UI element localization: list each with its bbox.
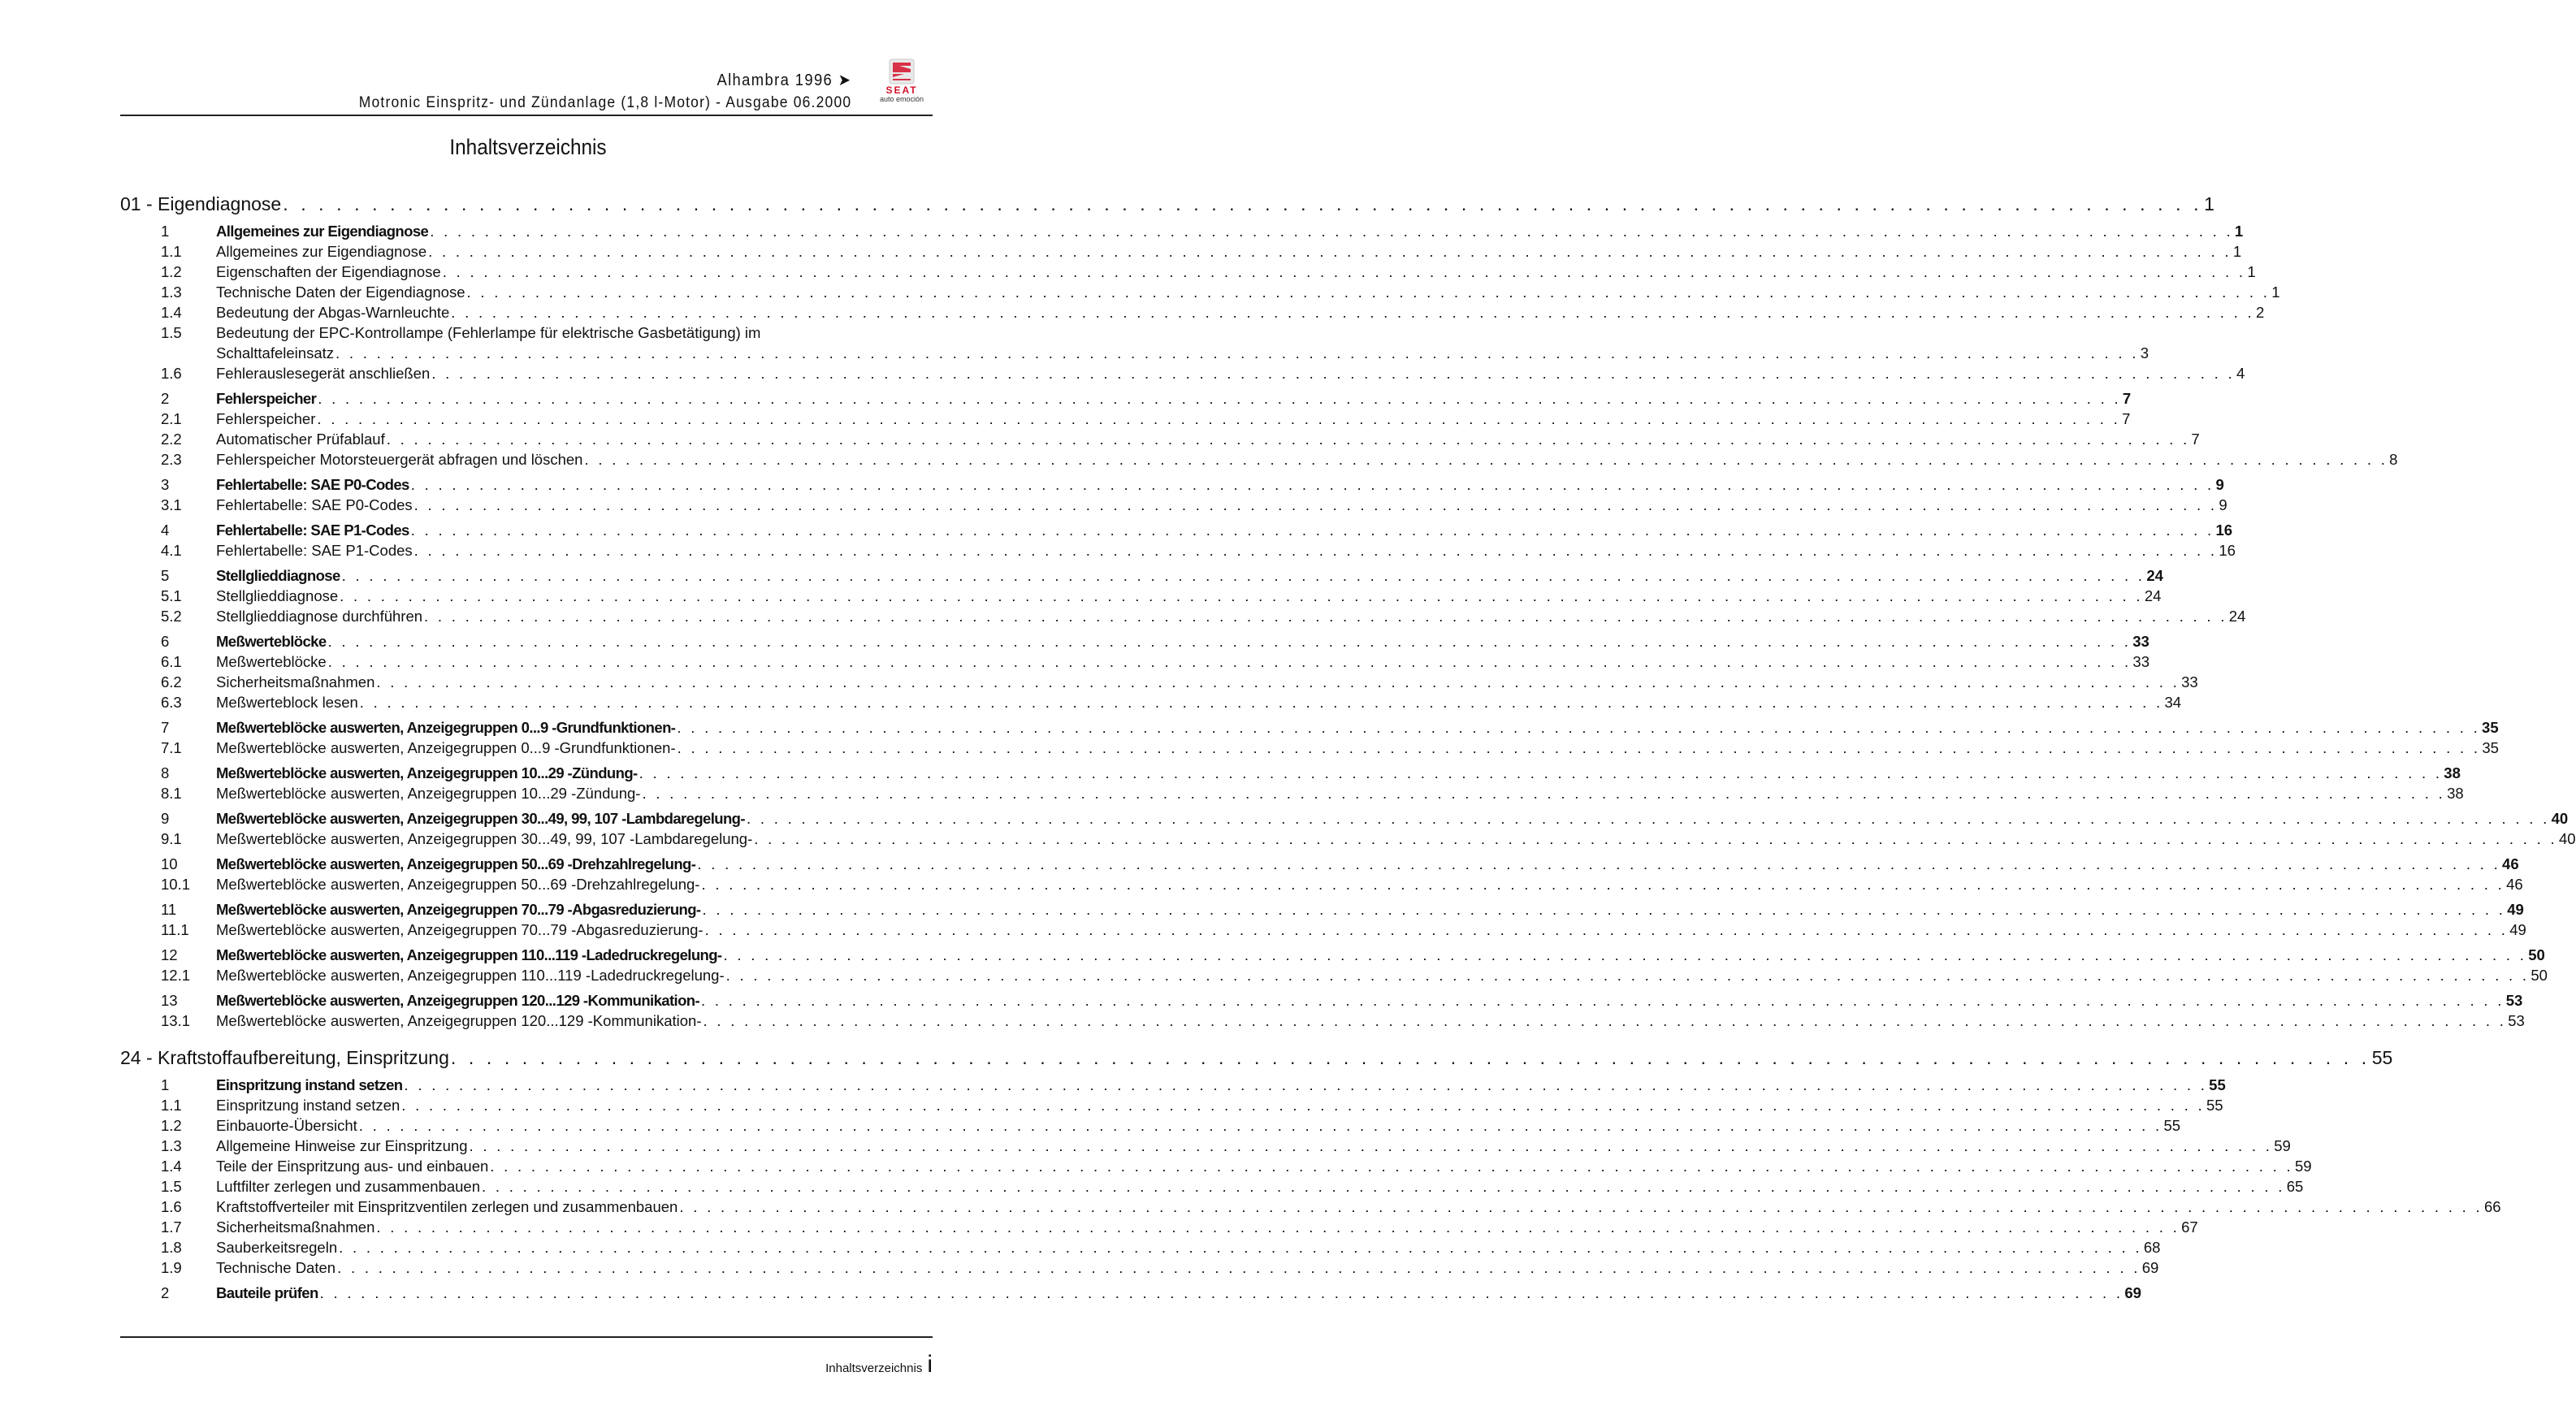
dot-leader: [679, 1197, 2483, 1217]
entry-page: 1: [2247, 263, 2256, 280]
entry-title: Meßwerteblöcke auswerten, Anzeigegruppen 70...79 -Abgasreduzierung-: [216, 921, 704, 938]
entry-title: Einspritzung instand setzen: [216, 1097, 400, 1114]
entry-number: 10.1: [161, 876, 191, 893]
entry-number: 5: [161, 567, 170, 584]
toc-subsection-entry[interactable]: [120, 1115, 2181, 1136]
entry-page: 9: [2215, 476, 2224, 493]
seat-logo: [871, 58, 933, 107]
entry-number: 1.4: [161, 1158, 182, 1175]
toc-section-entry[interactable]: [120, 763, 2461, 783]
entry-page: 67: [2181, 1218, 2198, 1236]
dot-leader: [467, 282, 2271, 302]
dot-leader: [701, 990, 2505, 1011]
entry-title: Meßwerteblöcke auswerten, Anzeigegruppen 120...129 -Kommunikation-: [216, 992, 700, 1009]
dot-leader: [359, 1115, 2163, 1136]
entry-title: Stellglieddiagnose: [216, 567, 340, 584]
dot-leader: [328, 631, 2132, 651]
entry-page: 4: [2236, 365, 2245, 382]
toc-section-entry[interactable]: [120, 854, 2519, 874]
toc-subsection-entry[interactable]: [120, 829, 2576, 849]
dot-leader: [320, 1283, 2124, 1303]
toc-section-entry[interactable]: [120, 631, 2150, 651]
entry-number: 1.1: [161, 243, 182, 260]
dot-leader: [339, 1237, 2142, 1257]
toc-subsection-entry[interactable]: [120, 1156, 2312, 1176]
entry-title: Sicherheitsmaßnahmen: [216, 673, 375, 690]
toc-subsection-entry[interactable]: [120, 540, 2236, 561]
entry-title: Meßwerteblöcke auswerten, Anzeigegruppen 70...79 -Abgasreduzierung-: [216, 901, 701, 918]
entry-number: 1.4: [161, 304, 182, 321]
toc-subsection-entry[interactable]: [120, 449, 2398, 470]
entry-page: 33: [2132, 633, 2150, 650]
entry-page: 35: [2482, 739, 2499, 756]
toc-chapter[interactable]: [120, 1044, 2393, 1071]
toc-section-entry[interactable]: [120, 1283, 2141, 1303]
entry-number: 10: [161, 855, 178, 872]
toc-subsection-entry[interactable]: [120, 302, 2265, 322]
entry-page: 66: [2484, 1198, 2501, 1215]
dot-leader: [428, 241, 2232, 262]
dot-leader: [431, 363, 2235, 383]
entry-title: Fehlerspeicher: [216, 410, 316, 427]
entry-page: 55: [2209, 1076, 2226, 1093]
dot-leader: [443, 262, 2246, 282]
toc-subsection-entry[interactable]: [120, 692, 2182, 712]
dot-leader: [404, 1075, 2207, 1095]
entry-title: Meßwerteblöcke auswerten, Anzeigegruppen 0...9 -Grundfunktionen-: [216, 719, 676, 736]
dot-leader: [411, 474, 2214, 495]
chapter-page: 55: [2371, 1047, 2393, 1068]
entry-number: 8: [161, 764, 170, 781]
entry-title: Einspritzung instand setzen: [216, 1076, 403, 1093]
entry-title: Fehlertabelle: SAE P1-Codes: [216, 542, 413, 559]
dot-leader: [424, 606, 2227, 626]
dot-leader: [360, 692, 2163, 712]
chapter-title: 01 - Eigendiagnose: [120, 193, 282, 214]
entry-number: 12.1: [161, 967, 191, 984]
dot-leader: [451, 1044, 2370, 1071]
entry-number: 11: [161, 901, 177, 918]
entry-title: Meßwerteblöcke auswerten, Anzeigegruppen 30...49, 99, 107 -Lambdaregelung-: [216, 810, 745, 827]
dot-leader: [340, 586, 2143, 606]
entry-page: 2: [2256, 304, 2265, 321]
entry-page: 69: [2141, 1259, 2159, 1276]
toc-subsection-entry[interactable]: [120, 920, 2526, 940]
entry-title: Automatischer Prüfablauf: [216, 431, 385, 448]
footer-label: Inhaltsverzeichnis: [825, 1361, 923, 1375]
entry-number: 2.2: [161, 431, 182, 448]
entry-page: 7: [2122, 390, 2132, 407]
dot-leader: [317, 409, 2120, 429]
entry-number: 1.3: [161, 1137, 182, 1154]
entry-title: Allgemeine Hinweise zur Einspritzung: [216, 1137, 468, 1154]
dot-leader: [584, 449, 2388, 470]
toc-subsection-entry[interactable]: [120, 586, 2162, 606]
entry-number: 1.6: [161, 1198, 182, 1215]
toc-subsection-entry[interactable]: [120, 965, 2548, 985]
entry-title: Einbauorte-Übersicht: [216, 1117, 357, 1134]
dot-leader: [430, 221, 2233, 241]
dot-leader: [401, 1095, 2205, 1115]
entry-page: 50: [2528, 946, 2545, 963]
toc-section-entry[interactable]: [120, 221, 2244, 241]
dot-leader: [678, 738, 2481, 758]
dot-leader: [470, 1136, 2273, 1156]
entry-title: Meßwerteblöcke auswerten, Anzeigegruppen 110...119 -Ladedruckregelung-: [216, 967, 725, 984]
entry-title: Eigenschaften der Eigendiagnose: [216, 263, 441, 280]
toc-section-entry[interactable]: [120, 388, 2132, 409]
dot-leader: [701, 874, 2505, 894]
entry-page: 35: [2482, 719, 2499, 736]
entry-number: 9: [161, 810, 170, 827]
table-of-contents: [120, 188, 2576, 1303]
toc-subsection-entry[interactable]: [120, 1237, 2161, 1257]
entry-number: 1: [161, 1076, 170, 1093]
entry-page: 1: [2271, 284, 2280, 301]
dot-leader: [337, 1257, 2141, 1278]
entry-title: Fehlerspeicher Motorsteuergerät abfragen und löschen: [216, 451, 583, 468]
dot-leader: [328, 651, 2132, 672]
entry-page: 34: [2164, 694, 2182, 711]
dot-leader: [754, 829, 2557, 849]
entry-page: 24: [2228, 608, 2246, 625]
entry-number: 7.1: [161, 739, 182, 756]
entry-title: Meßwerteblöcke auswerten, Anzeigegruppen 50...69 -Drehzahlregelung-: [216, 855, 696, 872]
entry-number: 1.2: [161, 263, 182, 280]
entry-number: 6.3: [161, 694, 182, 711]
toc-subsection-entry[interactable]: [120, 672, 2198, 692]
entry-page: 46: [2502, 855, 2519, 872]
toc-subsection-entry[interactable]: [120, 1136, 2291, 1156]
dot-leader: [336, 343, 2139, 363]
entry-number: 3: [161, 476, 170, 493]
dot-leader: [342, 565, 2145, 586]
dot-leader: [482, 1176, 2285, 1197]
toc-subsection-entry[interactable]: [120, 241, 2242, 262]
entry-page: 49: [2507, 901, 2524, 918]
entry-number: 1: [161, 223, 170, 240]
entry-title: Meßwerteblöcke auswerten, Anzeigegruppen 120...129 -Kommunikation-: [216, 1012, 702, 1029]
entry-page: 40: [2558, 830, 2576, 847]
entry-number: 1.3: [161, 284, 182, 301]
entry-page: 38: [2444, 764, 2461, 781]
entry-number: 1.5: [161, 324, 182, 341]
entry-page: 9: [2219, 496, 2227, 513]
entry-page: 3: [2140, 344, 2150, 361]
entry-number: 8.1: [161, 785, 182, 802]
entry-number: 12: [161, 946, 178, 963]
logo-tagline: auto emoción: [879, 95, 924, 103]
entry-title: Fehlerauslesegerät anschließen: [216, 365, 431, 382]
manual-subtitle: Motronic Einspritz- und Zündanlage (1,8 l-Motor) - Ausgabe 06.2000: [358, 94, 851, 111]
entry-number: 2.3: [161, 451, 182, 468]
toc-subsection-entry[interactable]: [120, 429, 2200, 449]
entry-number: 1.9: [161, 1259, 182, 1276]
entry-number: 11.1: [161, 921, 189, 938]
toc-section-entry[interactable]: [120, 899, 2524, 920]
entry-title: Luftfilter zerlegen und zusammenbauen: [216, 1178, 480, 1195]
chapter-title: 24 - Kraftstoffaufbereitung, Einspritzung: [120, 1047, 449, 1068]
entry-page: 40: [2551, 810, 2569, 827]
header-divider: [120, 115, 933, 116]
entry-title: Meßwerteblöcke auswerten, Anzeigegruppen 10...29 -Zündung-: [216, 785, 641, 802]
dot-leader: [747, 808, 2550, 829]
dot-leader: [490, 1156, 2293, 1176]
entry-title: Meßwerteblöcke auswerten, Anzeigegruppen 50...69 -Drehzahlregelung-: [216, 876, 700, 893]
entry-page: 59: [2274, 1137, 2291, 1154]
entry-number: 13.1: [161, 1012, 191, 1029]
entry-title: Meßwerteblöcke: [216, 653, 327, 670]
dot-leader: [639, 763, 2443, 783]
toc-subsection-entry[interactable]: [120, 1217, 2198, 1237]
entry-page: 33: [2132, 653, 2150, 670]
entry-page: 53: [2505, 992, 2523, 1009]
logo-brand: SEAT: [885, 84, 918, 96]
dot-leader: [376, 672, 2180, 692]
entry-number: 1.5: [161, 1178, 182, 1195]
entry-title: Fehlerspeicher: [216, 390, 317, 407]
entry-number: 2: [161, 390, 170, 407]
dot-leader: [451, 302, 2254, 322]
entry-title: Meßwerteblöcke auswerten, Anzeigegruppen 0...9 -Grundfunktionen-: [216, 739, 676, 756]
entry-number: 1.1: [161, 1097, 182, 1114]
dot-leader: [642, 783, 2445, 803]
entry-page: 1: [2234, 223, 2244, 240]
entry-title: Meßwerteblock lesen: [216, 694, 358, 711]
entry-title: Meßwerteblöcke auswerten, Anzeigegruppen 110...119 -Ladedruckregelung-: [216, 946, 722, 963]
footer-divider: [120, 1336, 933, 1338]
toc-subsection-entry[interactable]: [120, 409, 2131, 429]
toc-subsection-entry[interactable]: [120, 606, 2246, 626]
entry-number: 5.2: [161, 608, 182, 625]
toc-section-entry[interactable]: [120, 945, 2545, 965]
page-header: [120, 65, 933, 114]
toc-section-entry[interactable]: [120, 1075, 2226, 1095]
toc-section-entry[interactable]: [120, 520, 2233, 540]
toc-subsection-entry[interactable]: [120, 738, 2499, 758]
page-footer: [825, 1351, 933, 1378]
entry-number: 1.8: [161, 1239, 182, 1256]
toc-section-entry[interactable]: [120, 990, 2523, 1011]
entry-number: 1.7: [161, 1218, 182, 1236]
entry-title: Technische Daten der Eigendiagnose: [216, 284, 465, 301]
entry-page: 7: [2191, 431, 2200, 448]
page-title: Inhaltsverzeichnis: [449, 135, 607, 159]
dot-leader: [318, 388, 2121, 409]
entry-title: Fehlertabelle: SAE P0-Codes: [216, 476, 409, 493]
entry-number: 2: [161, 1284, 170, 1301]
entry-page: 68: [2143, 1239, 2161, 1256]
toc-subsection-entry[interactable]: [120, 1197, 2501, 1217]
dot-leader: [677, 717, 2480, 738]
toc-section-entry[interactable]: [120, 474, 2224, 495]
entry-number: 3.1: [161, 496, 182, 513]
entry-page: 38: [2447, 785, 2464, 802]
entry-title: Kraftstoffverteiler mit Einspritzventilen zerlegen und zusammenbauen: [216, 1198, 678, 1215]
entry-page: 50: [2531, 967, 2548, 984]
toc-subsection-entry[interactable]: [120, 363, 2245, 383]
entry-title: Fehlertabelle: SAE P0-Codes: [216, 496, 413, 513]
entry-number: 6.2: [161, 673, 182, 690]
toc-subsection-entry[interactable]: [120, 495, 2227, 515]
toc-subsection-entry[interactable]: [120, 783, 2464, 803]
entry-number: 6.1: [161, 653, 182, 670]
entry-title: Technische Daten: [216, 1259, 336, 1276]
dot-leader: [376, 1217, 2180, 1237]
toc-subsection-entry[interactable]: [120, 874, 2523, 894]
dot-leader: [414, 495, 2218, 515]
entry-page: 46: [2506, 876, 2523, 893]
toc-chapter[interactable]: [120, 190, 2214, 218]
entry-number: 4: [161, 522, 170, 539]
entry-number: 5.1: [161, 587, 182, 604]
entry-title: Allgemeines zur Eigendiagnose: [216, 243, 427, 260]
entry-number: 4.1: [161, 542, 182, 559]
dot-leader: [697, 854, 2500, 874]
entry-page: 53: [2508, 1012, 2525, 1029]
entry-title: Fehlertabelle: SAE P1-Codes: [216, 522, 409, 539]
entry-page: 49: [2509, 921, 2526, 938]
seat-emblem-icon: [888, 58, 916, 84]
entry-page: 1: [2232, 243, 2242, 260]
entry-title: Bedeutung der EPC-Kontrollampe (Fehlerlampe für elektrische Gasbetätigung) im: [216, 324, 761, 341]
entry-title: Meßwerteblöcke auswerten, Anzeigegruppen 10...29 -Zündung-: [216, 764, 638, 781]
chapter-page: 1: [2204, 193, 2214, 214]
entry-title: Meßwerteblöcke auswerten, Anzeigegruppen 30...49, 99, 107 -Lambdaregelung-: [216, 830, 753, 847]
dot-leader: [387, 429, 2190, 449]
entry-number: 9.1: [161, 830, 182, 847]
vehicle-model: Alhambra 1996 ➤: [716, 71, 851, 89]
entry-title: Teile der Einspritzung aus- und einbauen: [216, 1158, 489, 1175]
entry-title: Bauteile prüfen: [216, 1284, 318, 1301]
entry-title: Stellglieddiagnose durchführen: [216, 608, 423, 625]
entry-title-continued: Schalttafeleinsatz: [216, 344, 335, 361]
entry-page: 59: [2294, 1158, 2312, 1175]
entry-title: Sauberkeitsregeln: [216, 1239, 338, 1256]
toc-section-entry[interactable]: [120, 717, 2499, 738]
dot-leader: [411, 520, 2214, 540]
entry-number: 7: [161, 719, 170, 736]
entry-number: 2.1: [161, 410, 182, 427]
dot-leader: [703, 1011, 2506, 1031]
entry-page: 8: [2389, 451, 2398, 468]
entry-number: 13: [161, 992, 178, 1009]
entry-title: Allgemeines zur Eigendiagnose: [216, 223, 429, 240]
entry-title: Sicherheitsmaßnahmen: [216, 1218, 375, 1236]
dot-leader: [726, 965, 2530, 985]
toc-subsection-entry[interactable]: [120, 282, 2280, 302]
toc-subsection-entry[interactable]: [120, 1095, 2223, 1115]
entry-title: Bedeutung der Abgas-Warnleuchte: [216, 304, 450, 321]
dot-leader: [283, 190, 2202, 218]
toc-subsection-entry[interactable]: [120, 1257, 2159, 1278]
entry-page: 65: [2286, 1178, 2304, 1195]
entry-page: 16: [2215, 522, 2233, 539]
toc-subsection-entry[interactable]: [120, 1176, 2304, 1197]
entry-number: 1.6: [161, 365, 182, 382]
dot-leader: [414, 540, 2218, 561]
entry-page: 69: [2124, 1284, 2141, 1301]
entry-title: Meßwerteblöcke: [216, 633, 327, 650]
entry-page: 24: [2144, 587, 2162, 604]
entry-number: 6: [161, 633, 170, 650]
toc-subsection-entry[interactable]: [120, 262, 2256, 282]
dot-leader: [702, 899, 2505, 920]
toc-subsection-entry[interactable]: [120, 322, 2150, 363]
entry-page: 55: [2163, 1117, 2181, 1134]
entry-page: 33: [2181, 673, 2198, 690]
entry-number: 1.2: [161, 1117, 182, 1134]
toc-subsection-entry[interactable]: [120, 651, 2150, 672]
dot-leader: [723, 945, 2526, 965]
toc-section-entry[interactable]: [120, 565, 2163, 586]
footer-page-number: i: [927, 1351, 933, 1378]
dot-leader: [705, 920, 2509, 940]
entry-title: Stellglieddiagnose: [216, 587, 339, 604]
entry-page: 7: [2122, 410, 2131, 427]
entry-page: 24: [2146, 567, 2163, 584]
entry-page: 55: [2206, 1097, 2223, 1114]
entry-page: 16: [2219, 542, 2236, 559]
toc-section-entry[interactable]: [120, 808, 2569, 829]
toc-subsection-entry[interactable]: [120, 1011, 2525, 1031]
